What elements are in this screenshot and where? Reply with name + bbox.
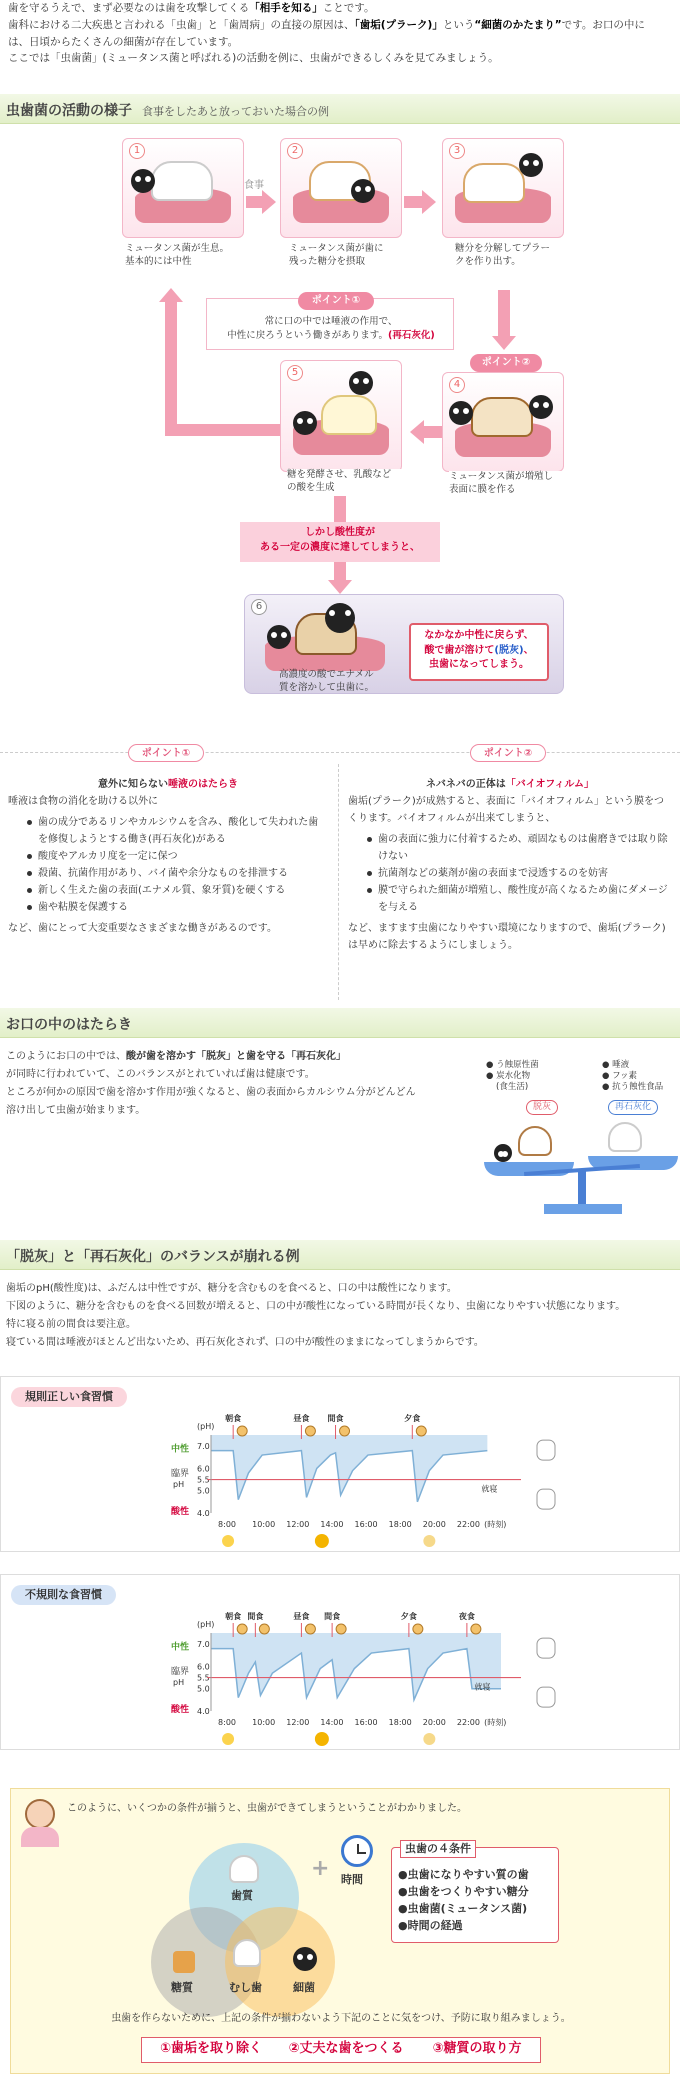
y-side-acidic: 酸性 [171,1704,190,1715]
cake-icon [173,1951,195,1973]
sunrise-icon [222,1733,234,1745]
x-tick-label: 14:00 [320,1718,344,1727]
food-icon [305,1624,315,1634]
tooth-icon [537,1687,555,1707]
arrow-up-icon [159,288,183,302]
y-side-neutral: 中性 [171,1444,190,1455]
tooth-icon [537,1489,555,1509]
intro-line2-mid: という [442,18,475,31]
meal-label: 間食 [324,1612,341,1621]
germ-icon [449,401,473,425]
food-icon [336,1624,346,1634]
meal-label: 間食 [247,1612,264,1621]
summary-box [10,1788,670,2074]
step-2-panel [280,138,402,267]
point1-red: (再石灰化) [388,329,435,341]
point2-body [348,776,672,954]
food-icon [305,1426,315,1436]
mouth-p3: ところが何かの原因で歯を溶かす作用が強くなると、歯の表面からカルシウム分がどんどん [6,1087,416,1098]
section-title: 「脱灰」と「再石灰化」のバランスが崩れる例 [6,1249,300,1265]
y-side-critical-ph: pH [173,1479,185,1489]
section-title: お口の中のはたらき [6,1017,132,1033]
scale-left-tag: 脱灰 [526,1100,558,1115]
arrow-right-icon [422,190,436,214]
x-tick-label: 16:00 [354,1718,378,1727]
warn-line1: なかなか中性に戻らず、 [424,630,534,641]
section-title: 虫歯菌の活動の様子 [6,103,132,119]
step-number: 3 [449,143,465,159]
x-tick-label: 14:00 [320,1520,344,1529]
action-remove-plaque [151,2037,271,2063]
y-tick-label: 5.0 [197,1684,210,1694]
point2-pill: ポイント② [470,354,542,372]
food-icon [340,1426,350,1436]
x-tick-label: 12:00 [286,1718,310,1727]
step-6-panel [244,594,564,694]
germ-icon [325,603,355,633]
point2-heading: ネバネバの正体は [425,779,506,790]
scale-left-1: う蝕原性菌 [496,1060,539,1070]
sun-icon [315,1534,329,1548]
point2-intro: 歯垢(プラーク)が成熟すると、表面に「バイオフィルム」という膜をつくります。バイオフィルムが出来てしまうと、 [348,796,665,824]
step-number: 1 [129,143,145,159]
food-icon [416,1426,426,1436]
points-vertical-divider [338,764,339,1000]
clock-icon [341,1835,373,1867]
intro-line2-post: です。お口の中に [561,18,645,31]
step-caption: ミュータンス菌が歯に 残った糖分を摂取 [289,243,409,269]
balance-text [6,1280,676,1352]
sleep-label: 就寝 [481,1484,498,1494]
tooth-icon [233,1939,261,1967]
however-line1: しかし酸性度が [305,527,375,538]
points-divider [0,752,680,753]
x-tick-label: 18:00 [388,1520,412,1529]
point1-pill: ポイント① [298,292,374,310]
warn-blue: (脱灰) [494,644,524,656]
y-tick-label: 6.0 [197,1464,210,1474]
germ-icon [349,371,373,395]
balance-p1: 歯垢のpH(酸性度)は、ふだんは中性ですが、糖分を含むものを食べると、口の中は酸性になります。 [6,1283,457,1294]
section-header-activity [0,94,680,124]
intro-emph1: 「相手を知る」 [249,2,323,14]
step-caption: 糖を発酵させ、乳酸など の酸を生成 [287,469,407,495]
meal-label: 昼食 [293,1414,310,1423]
x-tick-label: (時刻) [484,1520,507,1529]
food-icon [471,1624,481,1634]
tooth-icon [537,1440,555,1460]
x-tick-label: 8:00 [218,1718,237,1727]
chart-title: 不規則な食習慣 [11,1585,116,1605]
meal-label: 食事 [244,180,264,191]
point2-item: 歯の表面に強力に付着するため、頑固なものは歯磨きでは取り除けない [364,831,672,865]
point1-body [8,776,328,937]
tooth-icon [518,1126,552,1156]
however-line2: ある一定の濃度に達してしまうと、 [260,541,420,553]
point1-line1: 常に口の中では唾液の作用で、 [264,316,398,327]
point2-item: 抗菌剤などの薬剤が歯の表面まで浸透するのを妨害 [364,865,672,882]
intro-emph2: 「歯垢(プラーク)」 [354,18,443,31]
step-number: 6 [251,599,267,615]
step-3-panel [442,138,564,267]
y-tick-label: 6.0 [197,1662,210,1672]
meal-label: 夕食 [400,1612,417,1621]
step-caption: 高濃度の酸でエナメル 質を溶かして虫歯に。 [279,669,375,693]
step-4-panel [442,372,564,495]
arrow-down-icon [492,336,516,350]
plus-sign: + [311,1856,330,1881]
scale-right-tag: 再石灰化 [608,1100,658,1115]
warn-line3: 虫歯になってしまう。 [429,659,529,670]
moon-icon [423,1535,435,1547]
chart-title: 規則正しい食習慣 [11,1387,127,1407]
chart-regular [0,1376,680,1552]
point1-item: 新しく生えた歯の表面(エナメル質、象牙質)を硬くする [24,882,328,899]
venn-center: むし歯 [229,1981,262,1994]
y-side-critical: 臨界 [171,1666,190,1677]
point2-item: 膜で守られた細菌が増殖し、酸性度が高くなるため歯にダメージを与える [364,882,672,916]
tooth-icon [229,1855,259,1883]
section-subtitle: 食事をしたあと放っておいた場合の例 [142,105,329,118]
intro-emph3: “細菌のかたまり” [474,18,562,31]
action-label: ②丈夫な歯をつくる [288,2041,404,2056]
balance-p2: 下図のように、糖分を含むものを食べる回数が増えると、口の中が酸性になっている時間が長くなり、虫歯になりやすい状態になります。 [6,1301,626,1312]
x-tick-label: 8:00 [218,1520,237,1529]
x-tick-label: 22:00 [456,1520,480,1529]
venn-top: 歯質 [231,1889,253,1902]
warn-line2: 酸で歯が溶けて [424,644,495,656]
however-banner [240,522,440,562]
intro-line1: 歯を守るうえで、まず必要なのは歯を攻撃してくる [8,2,250,14]
germ-icon [293,411,317,435]
food-icon [259,1624,269,1634]
summary-intro: このように、いくつかの条件が揃うと、虫歯ができてしまうということがわかりました。 [67,1803,467,1814]
conditions-box [391,1842,559,1943]
point1-item: 歯の成分であるリンやカルシウムを含み、酸化して失われた歯を修復しようとする働き(再石灰化)がある [24,814,328,848]
condition-item: ●虫歯になりやすい質の歯 [398,1868,529,1881]
x-tick-label: 18:00 [388,1718,412,1727]
mouth-p2: が同時に行われていて、このバランスがとれていれば歯は健康です。 [6,1069,315,1080]
intro-line1-post: ことです。 [322,2,375,14]
chart-irregular [0,1574,680,1750]
balance-p4: 寝ている間は唾液がほとんど出ないため、再石灰化されず、口の中が酸性のままになってしまうからです。 [6,1337,484,1348]
section-header-mouth [0,1008,680,1038]
x-tick-label: 10:00 [252,1718,276,1727]
condition-item: ●虫歯菌(ミュータンス菌) [398,1902,528,1916]
mouth-text [6,1048,466,1120]
y-unit-label: (pH) [197,1422,215,1431]
arrow-down-icon [328,580,352,594]
intro-line4: ここでは「虫歯菌」(ミュータンス菌と呼ばれる)の活動を例に、虫歯ができるしくみを見てみましょう。 [8,52,499,65]
y-side-critical-ph: pH [173,1677,185,1687]
x-tick-label: 20:00 [422,1718,446,1727]
nurse-icon [19,1799,59,1849]
mouth-p1-bold: 酸が歯を溶かす「脱灰」と歯を守る「再石灰化」 [126,1051,346,1062]
arrow-left-icon [410,420,424,444]
summary-outro: 虫歯を作らないために、上記の条件が揃わないよう下記のことに気をつけ、予防に取り組みましょう。 [111,2013,571,2024]
action-sugar-intake [417,2037,537,2063]
point2-heading-pill: ポイント② [470,744,546,762]
step-number: 5 [287,365,303,381]
germ-icon [494,1144,512,1162]
y-side-neutral: 中性 [171,1642,190,1653]
y-tick-label: 4.0 [197,1509,210,1518]
sleep-label: 就寝 [474,1682,491,1692]
meal-label: 夕食 [404,1414,421,1423]
sun-icon [315,1732,329,1746]
meal-label: 夜食 [458,1612,475,1621]
point1-heading-pill: ポイント① [128,744,204,762]
y-side-critical: 臨界 [171,1468,190,1479]
venn-right: 細菌 [293,1981,315,1994]
y-tick-label: 5.0 [197,1486,210,1496]
meal-label: 朝食 [225,1612,242,1621]
point1-heading-red: 唾液のはたらき [168,779,238,790]
point1-line2: 中性に戻ろうという働きがあります。 [227,329,389,341]
moon-icon [423,1733,435,1745]
step-number: 2 [287,143,303,159]
x-tick-label: 10:00 [252,1520,276,1529]
venn-left: 糖質 [171,1981,193,1994]
intro-text [0,0,680,67]
food-icon [413,1624,423,1634]
step-5-panel [280,360,402,493]
action-label: ③糖質の取り方 [432,2041,522,2056]
x-tick-label: 16:00 [354,1520,378,1529]
warn-line2-end: 、 [523,644,534,656]
point2-outro: など、ますます虫歯になりやすい環境になりますので、歯垢(プラーク)は早めに除去するようにしましょう。 [348,923,666,951]
balance-scale: ● う蝕原性菌 ● 炭水化物 (食生活) ● 唾液 ● フッ素 ● 抗う蝕性食品 脱灰 再石灰化 [484,1060,680,1220]
y-tick-label: 7.0 [197,1640,210,1650]
tooth-icon [608,1122,642,1152]
sunrise-icon [222,1535,234,1547]
tooth-icon [537,1638,555,1658]
germ-icon [529,395,553,419]
point1-heading: 意外に知らない [98,779,168,790]
mouth-p1: このようにお口の中では、 [6,1051,126,1062]
step-caption: ミュータンス菌が増殖し 表面に膜を作る [449,471,569,497]
y-tick-label: 5.5 [197,1475,210,1485]
action-strong-teeth [281,2037,411,2063]
germ-icon [519,153,543,177]
y-tick-label: 4.0 [197,1707,210,1716]
mouth-p4: 溶け出して虫歯が始まります。 [6,1105,146,1116]
x-tick-label: 12:00 [286,1520,310,1529]
x-tick-label: 22:00 [456,1718,480,1727]
scale-left-2: 炭水化物 [496,1071,531,1082]
section-header-balance [0,1240,680,1270]
meal-label: 間食 [327,1414,344,1423]
action-label: ①歯垢を取り除く [159,2041,262,2056]
step-caption: 糖分を分解してプラー クを作り出す。 [455,243,565,269]
y-unit-label: (pH) [197,1620,215,1629]
x-tick-label: (時刻) [484,1718,507,1727]
intro-line3: は、日頃からたくさんの細菌が存在しています。 [8,35,239,48]
scale-left-3: (食生活) [496,1082,529,1093]
meal-label: 昼食 [293,1612,310,1621]
time-label: 時間 [341,1873,363,1886]
scale-right-2: フッ素 [612,1071,638,1082]
intro-line2: 歯科における二大疾患と言われる「虫歯」と「歯周病」の直接の原因は、 [8,18,355,31]
condition-item: ●虫歯をつくりやすい糖分 [398,1885,529,1899]
chart-regular-svg [1,1377,679,1551]
point1-intro: 唾液は食物の消化を助ける以外に [8,796,158,807]
arrow-right-icon [262,190,276,214]
germ-icon [267,625,291,649]
point1-item: 歯や粘膜を保護する [24,899,328,916]
y-tick-label: 7.0 [197,1442,210,1452]
x-tick-label: 20:00 [422,1520,446,1529]
condition-item: ●時間の経過 [398,1919,463,1933]
germ-icon [351,179,375,203]
conditions-title: 虫歯の４条件 [400,1840,476,1858]
step-caption: ミュータンス菌が生息。 基本的には中性 [125,243,255,269]
step-number: 4 [449,377,465,393]
point1-item: 酸度やアルカリ度を一定に保つ [24,848,328,865]
balance-p3: 特に寝る前の間食は要注意。 [6,1319,136,1330]
meal-label: 朝食 [225,1414,242,1423]
chart-irregular-svg [1,1575,679,1749]
y-tick-label: 5.5 [197,1673,210,1683]
food-icon [237,1624,247,1634]
food-icon [237,1426,247,1436]
scale-right-1: 唾液 [612,1060,630,1070]
point2-heading-red: 「バイオフィルム」 [505,779,594,790]
step-1-panel [122,138,244,267]
scale-right-3: 抗う蝕性食品 [612,1082,664,1093]
germ-icon [131,169,155,193]
y-side-acidic: 酸性 [171,1506,190,1517]
warning-box [409,623,549,681]
point1-outro: など、歯にとって大変重要なさまざまな働きがあるのです。 [8,923,277,934]
germ-icon [293,1947,317,1971]
point1-item: 殺菌、抗菌作用があり、バイ菌や余分なものを排泄する [24,865,328,882]
